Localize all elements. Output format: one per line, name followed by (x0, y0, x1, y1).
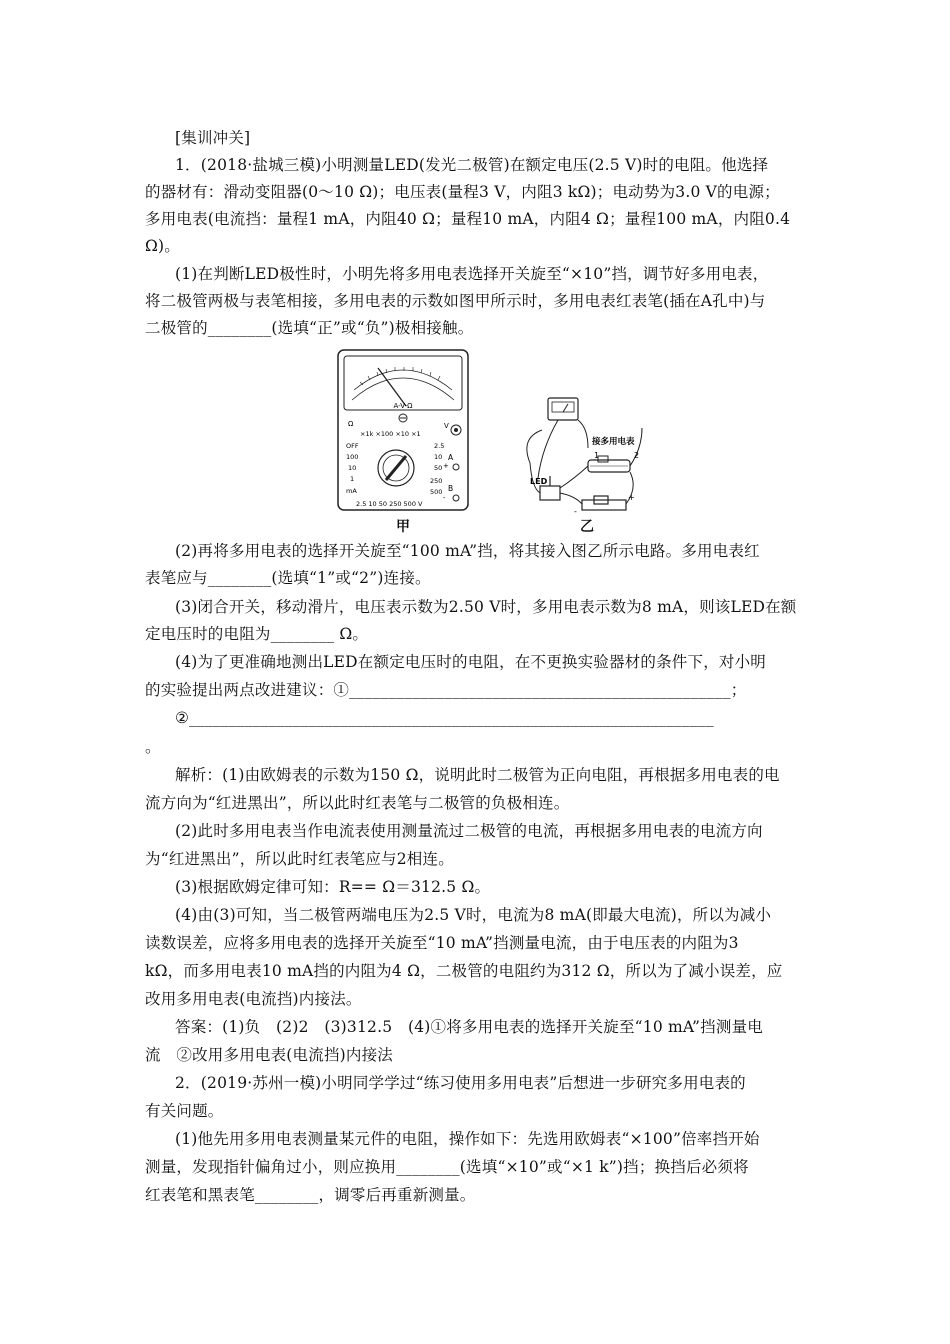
circuit-diagram (527, 398, 642, 510)
question-1-2: (2)再将多用电表的选择开关旋至“100 mA”挡，将其接入图乙所示电路。多用电表红 (175, 542, 760, 560)
question-2-1: (1)他先用多用电表测量某元件的电阻，操作如下：先选用欧姆表“×100”倍率挡开始 (175, 1130, 760, 1148)
terminal-b-label: B (448, 484, 454, 493)
question-1-4: 的实验提出两点改进建议：①________________________________________________； (145, 681, 747, 699)
solution-line: 读数误差，应将多用电表的选择开关旋至“10 mA”挡测量电流，由于电压表的内阻为3 (145, 934, 739, 952)
dial-left-2: 10 (348, 464, 357, 472)
circuit-terminal-1: 1 (594, 451, 600, 460)
dial-right-4: 500 (430, 488, 443, 496)
figure-caption-left: 甲 (396, 519, 410, 535)
question-1-4: (4)为了更准确地测出LED在额定电压时的电阻，在不更换实验器材的条件下，对小明 (175, 653, 766, 671)
solution-line: 改用多用电表(电流挡)内接法。 (145, 990, 362, 1008)
question-1-4: ②__________________________________________________________________ (175, 709, 714, 727)
terminal-b-minus: - (443, 494, 446, 502)
solution-line: 解析：(1)由欧姆表的示数为150 Ω，说明此时二极管为正向电阻，再根据多用电表的电 (175, 766, 780, 784)
figure-drawing (330, 348, 650, 538)
dial-bottom-scale: 2.5 10 50 250 500 V (356, 500, 423, 508)
problem-2-line: 2．(2019·苏州一模)小明同学学过“练习使用多用电表”后想进一步研究多用电表的 (175, 1074, 746, 1092)
question-1-1: (1)在判断LED极性时，小明先将多用电表选择开关旋至“×10”挡，调节好多用电表， (175, 265, 769, 283)
dial-right-1: 10 (434, 453, 443, 461)
dial-left-0: OFF (346, 442, 359, 450)
problem-1-line: Ω)。 (145, 237, 180, 255)
answer-line: 流 ②改用多用电表(电流挡)内接法 (145, 1046, 393, 1064)
question-1-3: (3)闭合开关，移动滑片，电压表示数为2.50 V时，多用电表示数为8 mA，则该LED在额 (175, 598, 797, 616)
question-1-3: 定电压时的电阻为________ Ω。 (145, 625, 369, 643)
question-1-1: 将二极管两极与表笔相接，多用电表的示数如图甲所示时，多用电表红表笔(插在A孔中)与 (145, 292, 766, 310)
dial-right-3: 250 (430, 477, 443, 485)
answer-line: 答案：(1)负 (2)2 (3)312.5 (4)①将多用电表的选择开关旋至“10 mA”挡测量电 (175, 1018, 763, 1036)
circuit-led-label: LED (530, 477, 548, 486)
dial-v-label: V (444, 422, 449, 430)
meter-top-label: A-V-Ω (393, 402, 413, 410)
question-1-1: 二极管的________(选填“正”或“负”)极相接触。 (145, 319, 474, 337)
multimeter-diagram (338, 350, 468, 510)
dial-multipliers: ×1k ×100 ×10 ×1 (360, 430, 421, 438)
dial-left-1: 100 (346, 453, 359, 461)
circuit-battery-plus: + (628, 493, 635, 502)
terminal-a-label: A (448, 453, 454, 462)
figure-caption-right: 乙 (580, 519, 594, 535)
circuit-note: 接多用电表 (592, 437, 635, 447)
dial-left-3: 1 (350, 475, 355, 483)
solution-line: kΩ，而多用电表10 mA挡的内阻为4 Ω，二极管的电阻约为312 Ω，所以为了减小误差，应 (145, 962, 783, 980)
problem-1-line: 多用电表(电流挡：量程1 mA，内阻40 Ω；量程10 mA，内阻4 Ω；量程100 mA，内阻0.4 (145, 210, 791, 228)
solution-line: 流方向为“红进黑出”，所以此时红表笔与二极管的负极相连。 (145, 794, 570, 812)
circuit-battery-minus: - (574, 507, 577, 516)
dial-left-4: mA (346, 487, 357, 495)
question-2-1: 测量，发现指针偏角过小，则应换用________(选填“×10”或“×1 k”)挡；换挡后必须将 (145, 1158, 749, 1176)
solution-line: (2)此时多用电表当作电流表使用测量流过二极管的电流，再根据多用电表的电流方向 (175, 822, 763, 840)
problem-2-line: 有关问题。 (145, 1102, 224, 1120)
problem-1-line: 1．(2018·盐城三模)小明测量LED(发光二极管)在额定电压(2.5 V)时的电阻。他选择 (175, 156, 769, 174)
terminal-a-plus: + (443, 462, 449, 470)
dial-right-0: 2.5 (434, 442, 445, 450)
figure-meter-and-circuit (330, 348, 650, 538)
question-1-4: 。 (145, 738, 161, 756)
dial-ohm-label: Ω (348, 420, 354, 428)
dial-right-2: 50 (434, 464, 443, 472)
circuit-terminal-2: 2 (634, 451, 640, 460)
question-1-2: 表笔应与________(选填“1”或“2”)连接。 (145, 569, 431, 587)
solution-line: (4)由(3)可知，当二极管两端电压为2.5 V时，电流为8 mA(即最大电流)，所以为减小 (175, 906, 772, 924)
problem-1-line: 的器材有：滑动变阻器(0～10 Ω)；电压表(量程3 V，内阻3 kΩ)；电动势为3.0 V的电源； (145, 183, 780, 201)
solution-line: 为“红进黑出”，所以此时红表笔应与2相连。 (145, 850, 454, 868)
section-heading: [集训冲关] (175, 129, 251, 147)
solution-line: (3)根据欧姆定律可知：R== Ω＝312.5 Ω。 (175, 878, 491, 896)
question-2-1: 红表笔和黑表笔________，调零后再重新测量。 (145, 1186, 476, 1204)
